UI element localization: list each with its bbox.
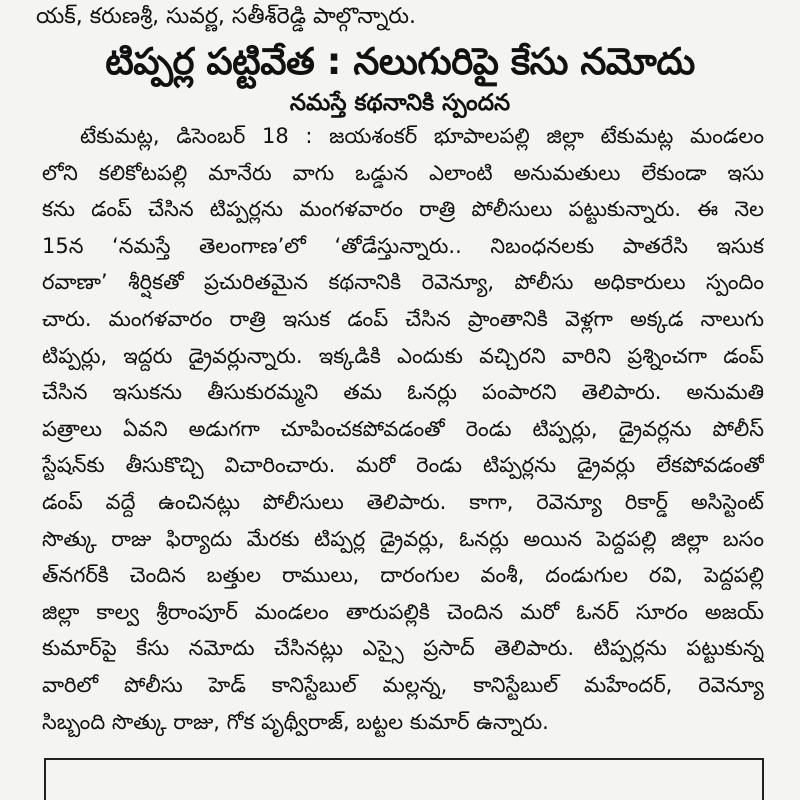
body-line: 15న ‘నమస్తే తెలంగాణ’లో ‘తోడేస్తున్నారు.. నిబంధనలకు పాతరేసి ఇసుక xyxy=(42,233,764,258)
body-line: కుమార్‌పై కేసు నమోదు చేసినట్లు ఎస్సై ప్రసాద్ తెలిపారు. టిప్పర్లను పట్టుకున్న xyxy=(42,636,764,661)
headline: టిప్పర్ల పట్టివేత : నలుగురిపై కేసు నమోదు xyxy=(105,40,695,83)
subheadline: నమస్తే కథనానికి స్పందన xyxy=(289,90,511,116)
body-line: త్‌నగర్‌కి చెందిన బత్తుల రాములు, దారంగుల వంశీ, దండుగుల రవి, పెద్దపల్లి xyxy=(42,563,764,588)
next-article-box-border xyxy=(44,758,764,800)
article-body xyxy=(42,118,764,740)
body-line: డంప్ వద్దే ఉంచినట్లు పోలీసులు తెలిపారు. కాగా, రెవెన్యూ రికార్డ్ అసిస్టెంట్ xyxy=(42,489,764,514)
body-line: టిప్పర్లు, ఇద్దరు డ్రైవర్లున్నారు. ఇక్కడికి ఎందుకు వచ్చిరని వారిని ప్రశ్నించగా డంప్ xyxy=(42,343,764,368)
body-line: కను డంప్ చేసిన టిప్పర్లను మంగళవారం రాత్రి పోలీసులు పట్టుకున్నారు. ఈ నెల xyxy=(42,197,764,222)
body-line: జిల్లా కాల్వ శ్రీరాంపూర్ మండలం తారుపల్లికి చెందిన మరో ఓనర్ సూరం అజయ్ xyxy=(42,599,764,624)
previous-article-tail: యక్‌, కరుణశ్రీ, సువర్ణ, సతీశ్‌రెడ్డి పాల్గొన్నారు. xyxy=(36,4,416,29)
body-line: పత్రాలు ఏవని అడుగగా చూపించకపోవడంతో రెండు టిప్పర్లు, డ్రైవర్లను పోలీస్ xyxy=(42,416,764,441)
body-line: చేసిన ఇసుకను తీసుకురమ్మని తమ ఓనర్లు పంపారని తెలిపారు. అనుమతి xyxy=(42,380,764,405)
body-line: చారు. మంగళవారం రాత్రి ఇసుక డంప్ చేసిన ప్రాంతానికి వెళ్లగా అక్కడ నాలుగు xyxy=(42,306,764,331)
body-line: సిబ్బంది సొత్కు రాజు, గోక పృథ్వీరాజ్, బట్టల కుమార్ ఉన్నారు. xyxy=(42,709,549,734)
body-line: సొత్కు రాజు ఫిర్యాదు మేరకు టిప్పర్ల డ్రైవర్లు, ఓనర్లు అయిన పెద్దపల్లి జిల్లా బసం xyxy=(42,526,764,551)
body-line: లోని కలికోటపల్లి మానేరు వాగు ఒడ్డున ఎలాంటి అనుమతులు లేకుండా ఇసు xyxy=(42,160,764,185)
body-line: టేకుమట్ల, డిసెంబర్ 18 : జయశంకర్ భూపాలపల్లి జిల్లా టేకుమట్ల మండలం xyxy=(80,124,764,148)
body-line: రవాణా’ శీర్షికతో ప్రచురితమైన కథనానికి రెవెన్యూ, పోలీసు అధికారులు స్పందిం xyxy=(42,270,764,295)
body-line: వారిలో పోలీసు హెడ్ కానిస్టేబుల్ మల్లన్న, కానిస్టేబుల్ మహేందర్, రెవెన్యూ xyxy=(42,672,764,697)
body-line: స్టేషన్‌కు తీసుకొచ్చి విచారించారు. మరో రెండు టిప్పర్లను డ్రైవర్లు లేకపోవడంతో xyxy=(42,453,764,478)
